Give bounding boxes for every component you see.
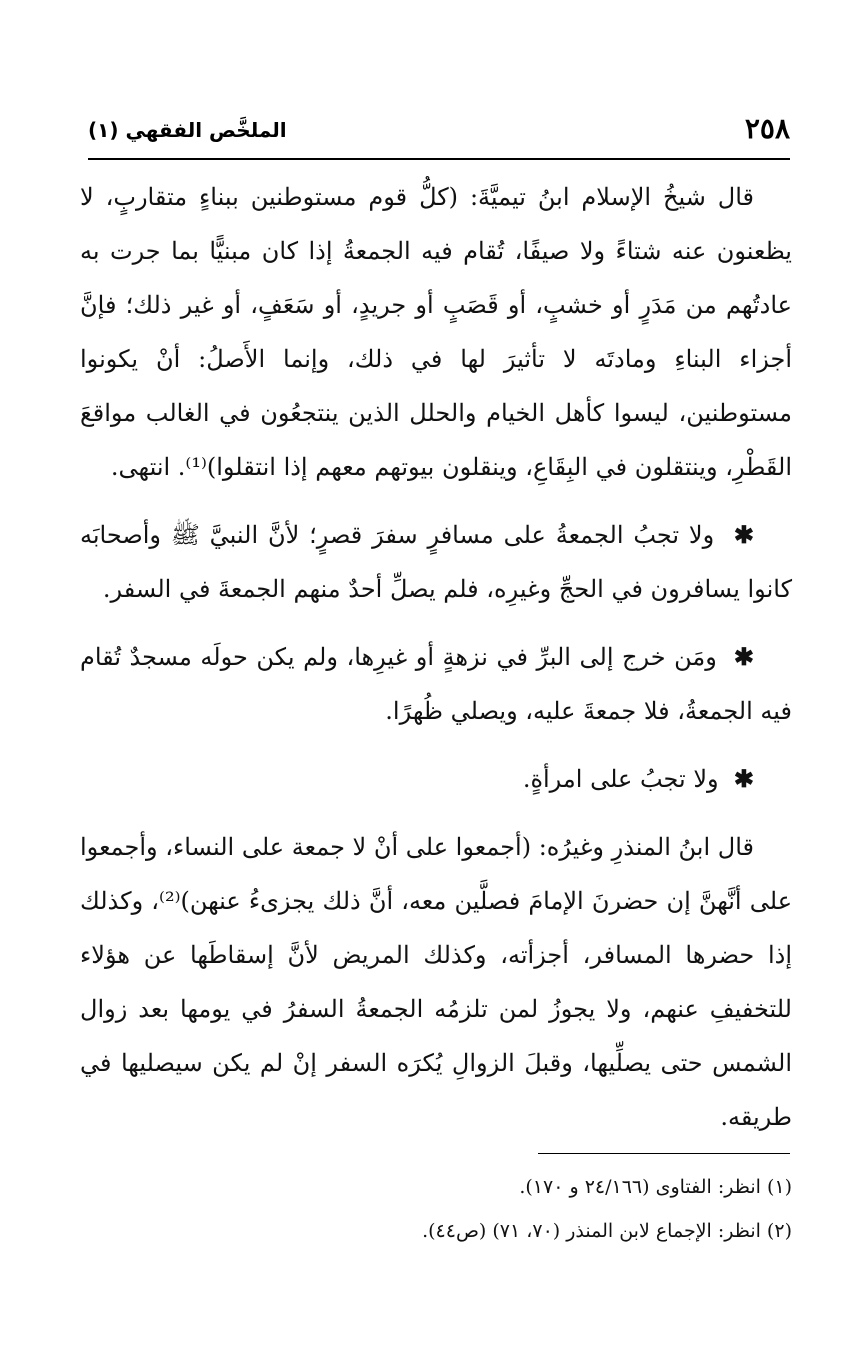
star-bullet-icon: ✱ xyxy=(733,764,754,793)
footnote-1: (١) انظر: الفتاوى (٢٤/١٦٦ و ١٧٠). xyxy=(519,1176,792,1198)
footnote-2: (٢) انظر: الإجماع لابن المنذر (٧٠، ٧١) (ص٤٤). xyxy=(422,1220,792,1242)
paragraph-woman-text: ولا تجبُ على امرأةٍ. xyxy=(522,765,719,793)
page-header xyxy=(88,112,790,156)
paragraph-ibn-taymiyyah-quote: قال شيخُ الإسلام ابنُ تيميَّةَ: (كلُّ قوم مستوطنين ببناءٍ متقاربٍ، لا يظعنون عنه شتاءً ولا صيفًا، تُقام فيه الجمعةُ إذا كان مبنيًّا بما جرت به عادتُهم من مَدَرٍ أو خشبٍ، أو قَصَبٍ أو جريدٍ، أو سَعَفٍ، أو غير ذلك؛ فإنَّ أجزاء البناءِ ومادتَه لا تأثيرَ لها في ذلك، وإنما الأَصلُ: أنْ يكونوا مستوطنين، ليسوا كأهل الخيام والحلل الذين ينتجعُون في الغالب مواقعَ القَطْرِ، وينتقلون في البِقَاعِ، وينقلون بيوتهم معهم إذا انتقلوا)⁽¹⁾. انتهى. xyxy=(80,183,792,481)
paragraph-excursion xyxy=(80,630,792,738)
star-bullet-icon: ✱ xyxy=(733,520,754,549)
paragraph-ibn-al-mundhir: قال ابنُ المنذرِ وغيرُه: (أجمعوا على أنْ لا جمعة على النساء، وأجمعوا على أنَّهنَّ إن حضرنَ الإمامَ فصلَّين معه، أنَّ ذلك يجزىءُ عنهن)⁽²⁾، وكذلك إذا حضرها المسافر، أجزأته، وكذلك المريض لأنَّ إسقاطَها عن هؤلاء للتخفيفِ عنهم، ولا يجوزُ لمن تلزمُه الجمعةُ السفرُ في يومها بعد زوال الشمس حتى يصلِّيها، وقبلَ الزوالِ يُكرَه السفر إنْ لم يكن سيصليها في طريقه. xyxy=(80,833,793,1131)
header-rule xyxy=(88,158,790,160)
footnote-rule xyxy=(538,1153,790,1154)
paragraph-excursion-text: ومَن خرج إلى البرِّ في نزهةٍ أو غيرِها، ولم يكن حولَه مسجدٌ تُقام فيه الجمعةُ، فلا جمعةَ عليه، ويصلي ظُهرًا. xyxy=(80,643,792,725)
paragraph-woman xyxy=(80,752,792,806)
book-title: الملخَّص الفقهي (١) xyxy=(88,118,287,142)
footnotes xyxy=(80,1165,792,1253)
paragraph-traveler xyxy=(80,508,792,616)
paragraph-traveler-text: ولا تجبُ الجمعةُ على مسافرٍ سفرَ قصرٍ؛ لأنَّ النبيَّ ﷺ وأصحابَه كانوا يسافرون في الحجِّ وغيرِه، فلم يصلِّ أحدٌ منهم الجمعةَ في السفر. xyxy=(80,521,792,603)
page-number: ٢٥٨ xyxy=(744,112,790,145)
star-bullet-icon: ✱ xyxy=(733,642,754,671)
body-text xyxy=(80,170,792,1144)
